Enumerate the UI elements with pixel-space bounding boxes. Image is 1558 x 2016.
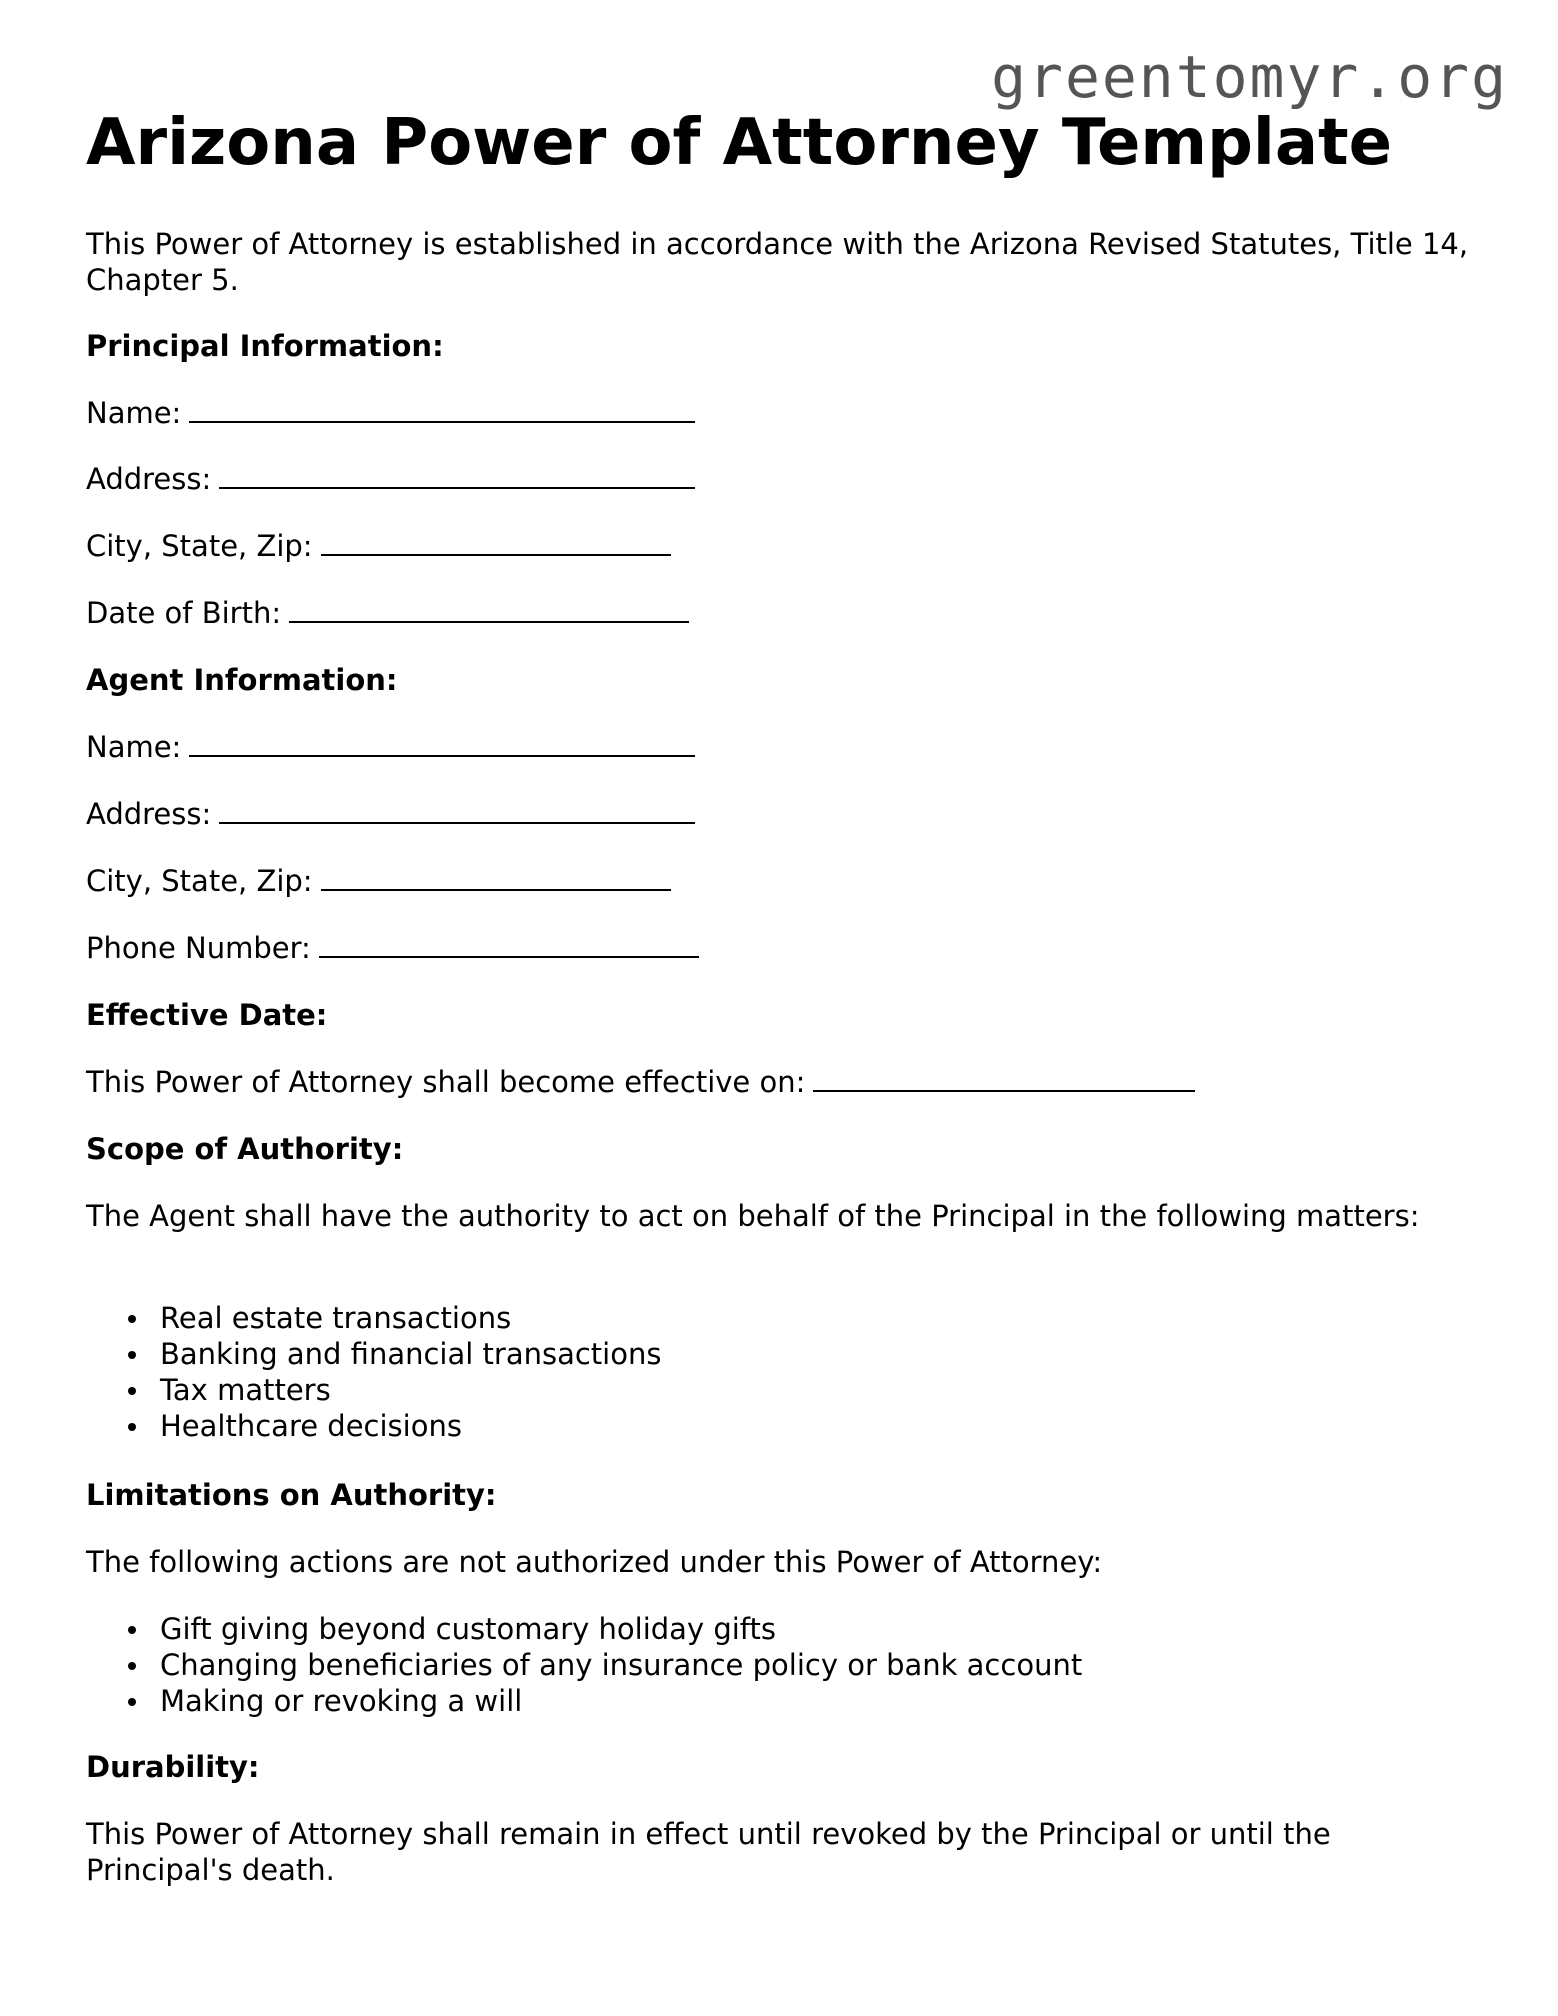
list-item: Making or revoking a will [160, 1683, 1082, 1719]
scope-heading: Scope of Authority: [86, 1132, 404, 1166]
principal-name-row [86, 395, 695, 431]
limitations-list [86, 1611, 1082, 1719]
principal-dob-row [86, 595, 689, 631]
durability-heading: Durability: [86, 1750, 260, 1784]
list-item: Gift giving beyond customary holiday gifts [160, 1611, 1082, 1647]
intro-paragraph: This Power of Attorney is established in accordance with the Arizona Revised Statutes, Title 14, Chapter 5. [86, 227, 1469, 297]
agent-heading: Agent Information: [86, 663, 398, 697]
scope-list [86, 1300, 661, 1444]
agent-name-blank[interactable] [189, 729, 695, 757]
agent-address-label: Address: [86, 797, 212, 831]
principal-city-blank[interactable] [321, 528, 671, 556]
principal-dob-blank[interactable] [289, 595, 689, 623]
list-item: Healthcare decisions [160, 1408, 661, 1444]
principal-city-label: City, State, Zip: [86, 529, 313, 563]
principal-name-blank[interactable] [189, 395, 695, 423]
list-item: Real estate transactions [160, 1300, 661, 1336]
effective-text: This Power of Attorney shall become effective on: [86, 1065, 806, 1099]
agent-phone-label: Phone Number: [86, 931, 311, 965]
list-item: Banking and financial transactions [160, 1337, 662, 1371]
limitations-heading: Limitations on Authority: [86, 1478, 497, 1512]
principal-dob-label: Date of Birth: [86, 596, 282, 630]
scope-paragraph: The Agent shall have the authority to act on behalf of the Principal in the following matters: [86, 1199, 1420, 1233]
agent-city-blank[interactable] [321, 863, 671, 891]
agent-name-row [86, 729, 695, 765]
agent-address-row [86, 796, 695, 832]
limitations-paragraph: The following actions are not authorized under this Power of Attorney: [86, 1545, 1103, 1579]
effective-date-blank[interactable] [813, 1064, 1195, 1092]
agent-city-row [86, 863, 671, 899]
principal-address-row [86, 461, 695, 497]
principal-heading: Principal Information: [86, 329, 444, 363]
list-item: Tax matters [160, 1372, 661, 1408]
principal-city-row [86, 528, 671, 564]
durability-paragraph: This Power of Attorney shall remain in effect until revoked by the Principal or until the Principal's death. [86, 1817, 1331, 1887]
watermark: greentomyr.org [991, 43, 1508, 111]
agent-name-label: Name: [86, 730, 182, 764]
agent-phone-blank[interactable] [319, 930, 699, 958]
agent-phone-row [86, 930, 699, 966]
principal-address-label: Address: [86, 462, 212, 496]
principal-address-blank[interactable] [219, 461, 695, 489]
document-title: Arizona Power of Attorney Template [86, 106, 1393, 180]
effective-heading: Effective Date: [86, 998, 328, 1032]
principal-name-label: Name: [86, 396, 182, 430]
effective-row [86, 1064, 1195, 1100]
agent-address-blank[interactable] [219, 796, 695, 824]
list-item: Changing beneficiaries of any insurance policy or bank account [160, 1648, 1083, 1682]
agent-city-label: City, State, Zip: [86, 864, 313, 898]
